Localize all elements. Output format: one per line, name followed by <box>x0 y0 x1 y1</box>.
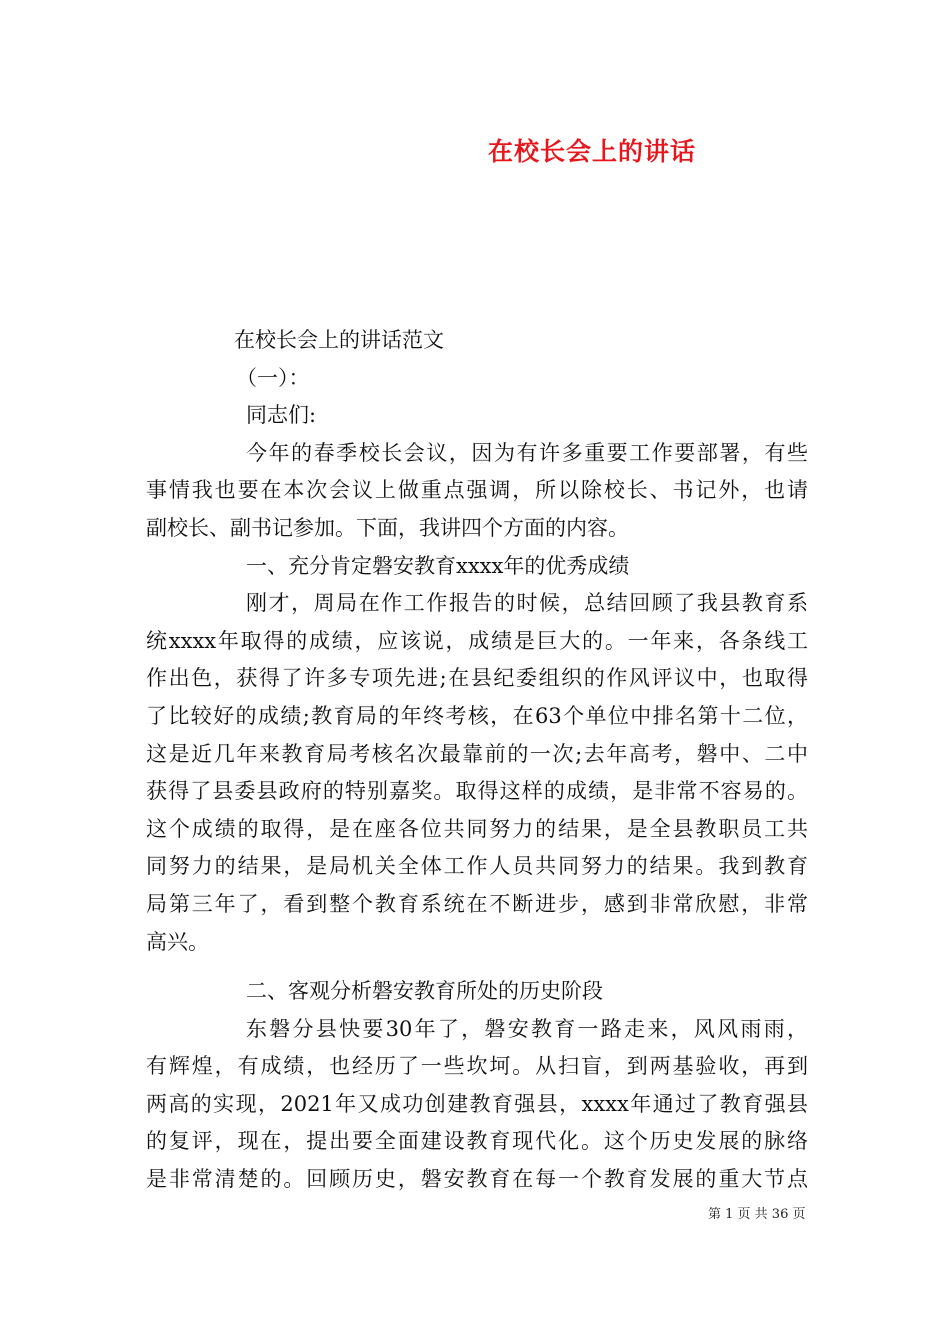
paragraph-line: 刚才，周局在作工作报告的时候，总结回顾了我县教育系 <box>246 591 808 616</box>
paragraph-line: 副校长、副书记参加。下面，我讲四个方面的内容。 <box>146 515 629 540</box>
paragraph-line: 东磐分县快要30年了，磐安教育一路走来，风风雨雨， <box>246 1016 808 1041</box>
section-marker-line: （一）： <box>236 365 310 390</box>
paragraph-line: 高兴。 <box>146 929 209 954</box>
paragraph-line: 的复评，现在，提出要全面建设教育现代化。这个历史发展的脉络 <box>146 1129 808 1154</box>
paragraph-line: 是非常清楚的。回顾历史，磐安教育在每一个教育发展的重大节点 <box>146 1167 808 1192</box>
paragraph-line: 获得了县委县政府的特别嘉奖。取得这样的成绩，是非常不容易的。 <box>146 779 808 804</box>
heading-line: 一、充分肯定磐安教育xxxx年的优秀成绩 <box>246 553 630 578</box>
paragraph-line: 这个成绩的取得，是在座各位共同努力的结果，是全县教职员工共 <box>146 816 808 841</box>
document-title: 在校长会上的讲话 <box>488 137 697 166</box>
paragraph-line: 事情我也要在本次会议上做重点强调，所以除校长、书记外，也请 <box>146 478 808 503</box>
paragraph-line: 统xxxx年取得的成绩，应该说，成绩是巨大的。一年来，各条线工 <box>146 628 808 653</box>
paragraph-line: 了比较好的成绩;教育局的年终考核，在63个单位中排名第十二位， <box>146 703 808 728</box>
paragraph-gap <box>146 961 808 973</box>
paragraph-line: 作出色，获得了许多专项先进;在县纪委组织的作风评议中，也取得 <box>146 666 808 691</box>
heading-line: 二、客观分析磐安教育所处的历史阶段 <box>246 979 603 1004</box>
paragraph-line: 同努力的结果，是局机关全体工作人员共同努力的结果。我到教育 <box>146 854 808 879</box>
document-body <box>146 322 808 1199</box>
paragraph-line: 两高的实现，2021年又成功创建教育强县，xxxx年通过了教育强县 <box>146 1091 808 1116</box>
salutation-line: 同志们: <box>246 403 317 428</box>
paragraph-line: 局第三年了，看到整个教育系统在不断进步，感到非常欣慰，非常 <box>146 891 808 916</box>
page-number: 第 1 页 共 36 页 <box>708 1207 806 1222</box>
subtitle-line: 在校长会上的讲话范文 <box>234 328 444 352</box>
paragraph-line: 今年的春季校长会议，因为有许多重要工作要部署，有些 <box>246 440 808 465</box>
paragraph-line: 这是近几年来教育局考核名次最靠前的一次;去年高考，磐中、二中 <box>146 741 808 766</box>
paragraph-line: 有辉煌，有成绩，也经历了一些坎坷。从扫盲，到两基验收，再到 <box>146 1054 808 1079</box>
